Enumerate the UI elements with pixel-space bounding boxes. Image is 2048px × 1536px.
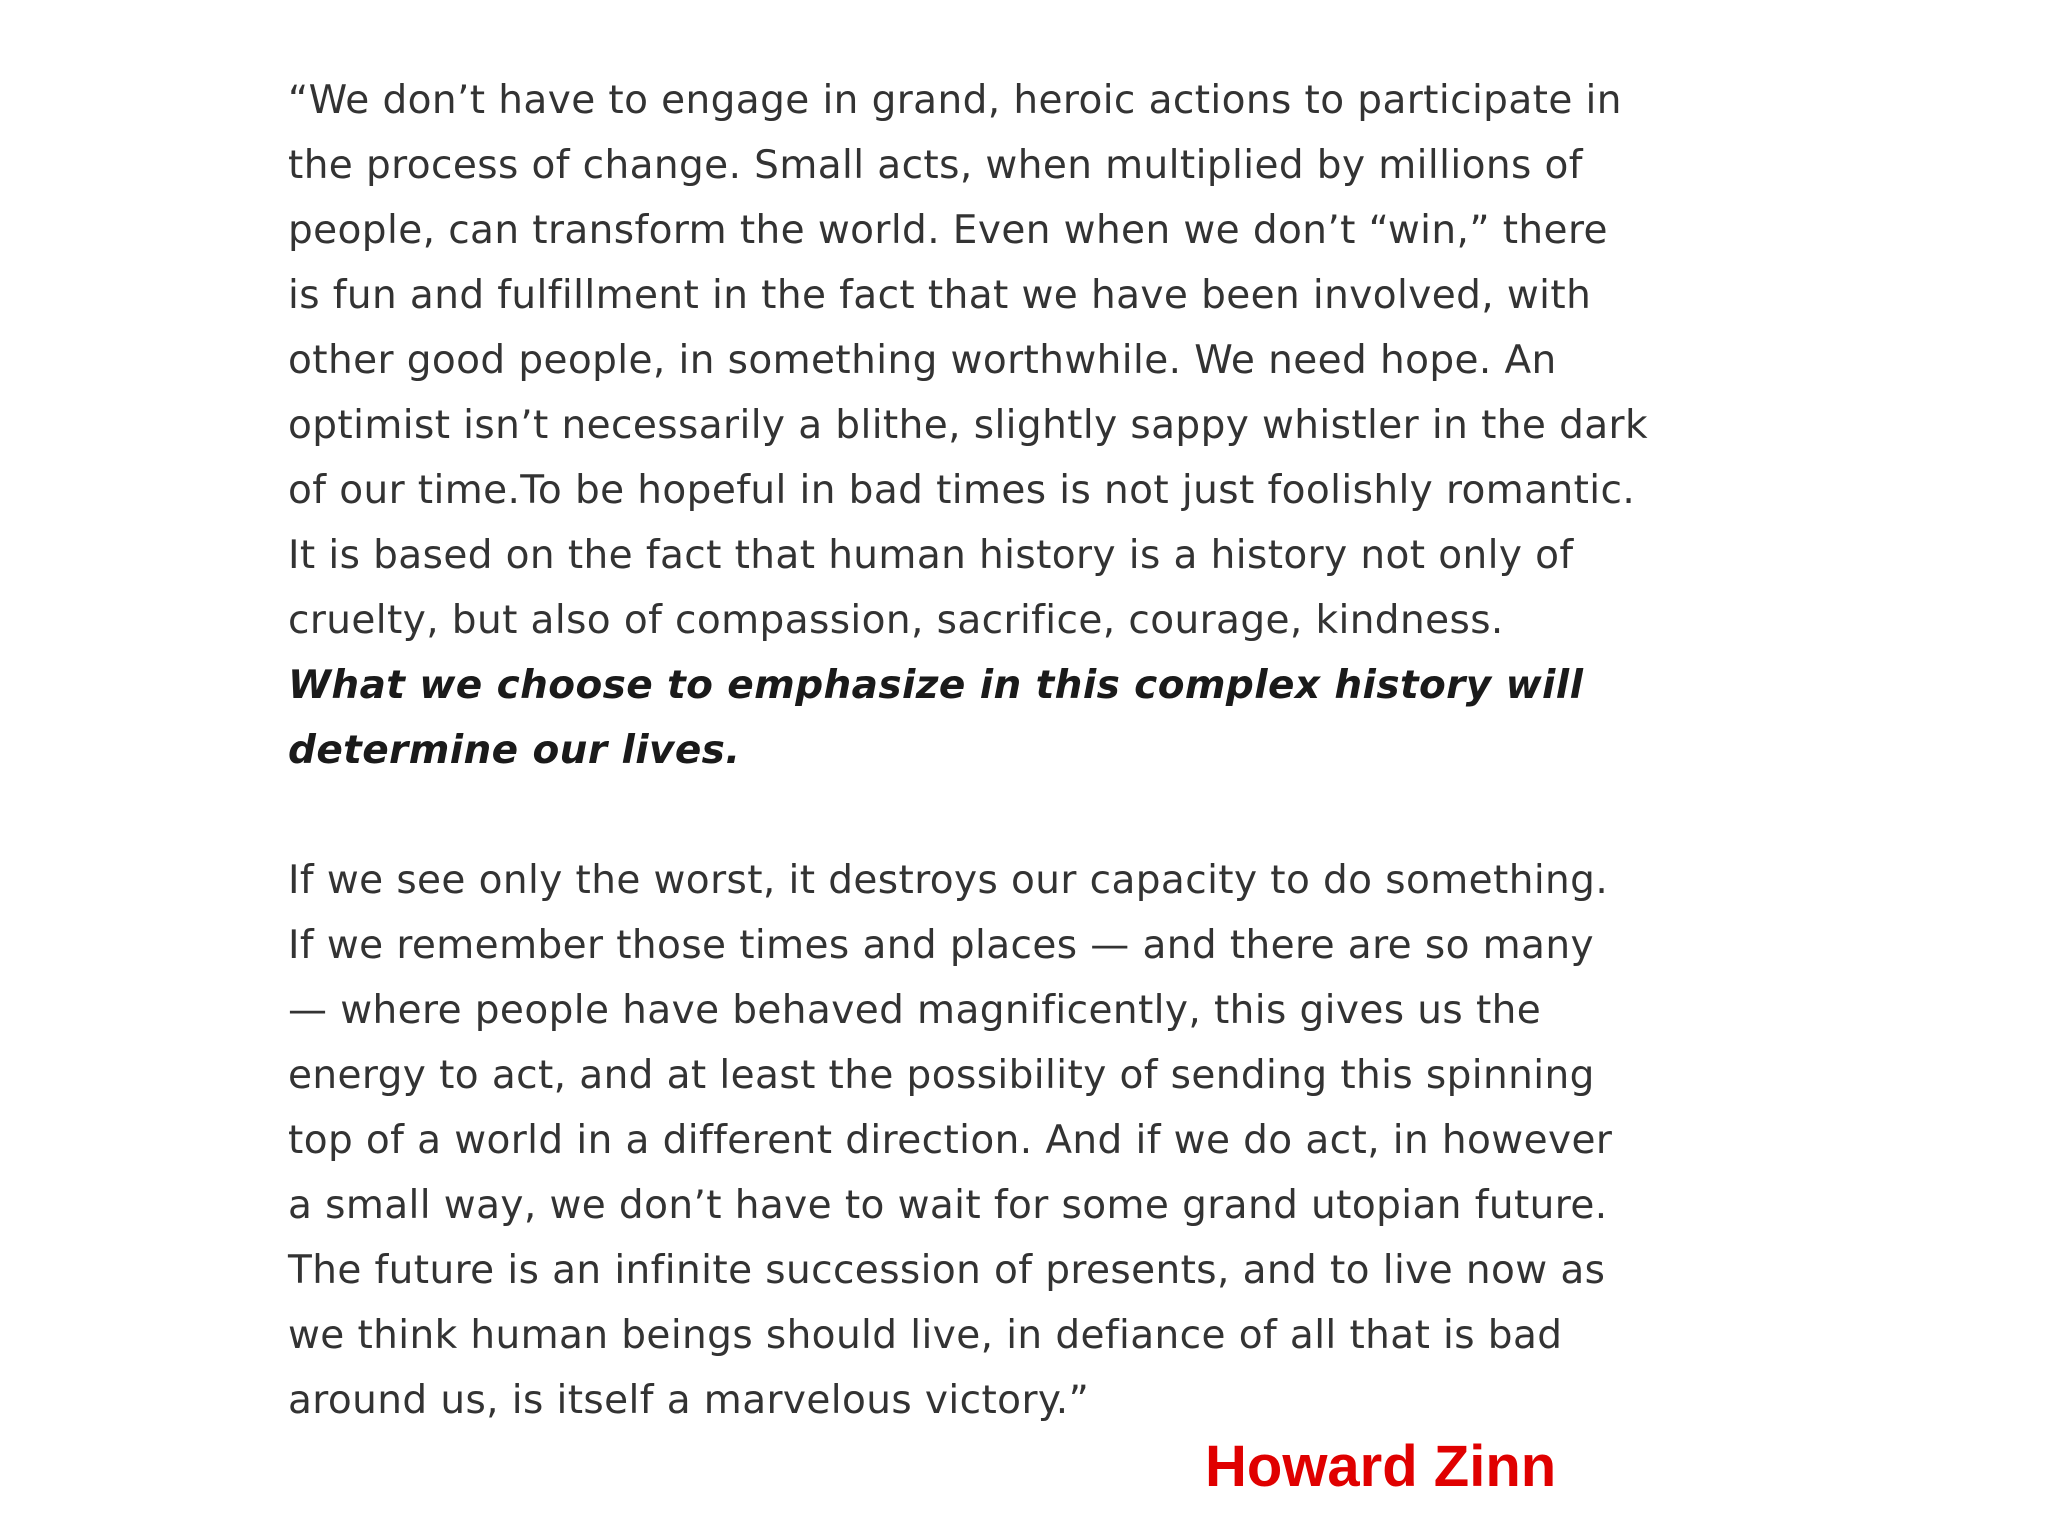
author-name: Howard Zinn	[1205, 1434, 1557, 1499]
quote-line: top of a world in a different direction. And if we do act, in however	[288, 1118, 1613, 1163]
quote-line: It is based on the fact that human history is a history not only of	[288, 533, 1574, 578]
quote-line: “We don’t have to engage in grand, heroic actions to participate in	[288, 78, 1622, 123]
emphasis-line: What we choose to emphasize in this complex history will	[288, 663, 1584, 708]
quote-line: people, can transform the world. Even when we don’t “win,” there	[288, 208, 1608, 253]
quote-line: the process of change. Small acts, when multiplied by millions of	[288, 143, 1583, 188]
emphasis-line: determine our lives.	[288, 728, 741, 773]
quote-line: we think human beings should live, in defiance of all that is bad	[288, 1313, 1563, 1358]
quote-line: is fun and fulfillment in the fact that we have been involved, with	[288, 273, 1592, 318]
quote-line: If we remember those times and places — and there are so many	[288, 923, 1594, 968]
quote-line: of our time.To be hopeful in bad times is not just foolishly romantic.	[288, 468, 1636, 513]
quote-line: energy to act, and at least the possibility of sending this spinning	[288, 1053, 1595, 1098]
paragraph-gap	[288, 783, 1788, 848]
quote-line: other good people, in something worthwhile. We need hope. An	[288, 338, 1557, 383]
quote-line: The future is an infinite succession of presents, and to live now as	[288, 1248, 1606, 1293]
quote-line: around us, is itself a marvelous victory.”	[288, 1378, 1090, 1423]
quote-line: optimist isn’t necessarily a blithe, slightly sappy whistler in the dark	[288, 403, 1648, 448]
quote-line: a small way, we don’t have to wait for some grand utopian future.	[288, 1183, 1608, 1228]
quote-line: — where people have behaved magnificently, this gives us the	[288, 988, 1542, 1033]
quote-line: If we see only the worst, it destroys our capacity to do something.	[288, 858, 1609, 903]
quote-line: cruelty, but also of compassion, sacrifice, courage, kindness.	[288, 598, 1504, 643]
quote-text	[288, 68, 1788, 1433]
